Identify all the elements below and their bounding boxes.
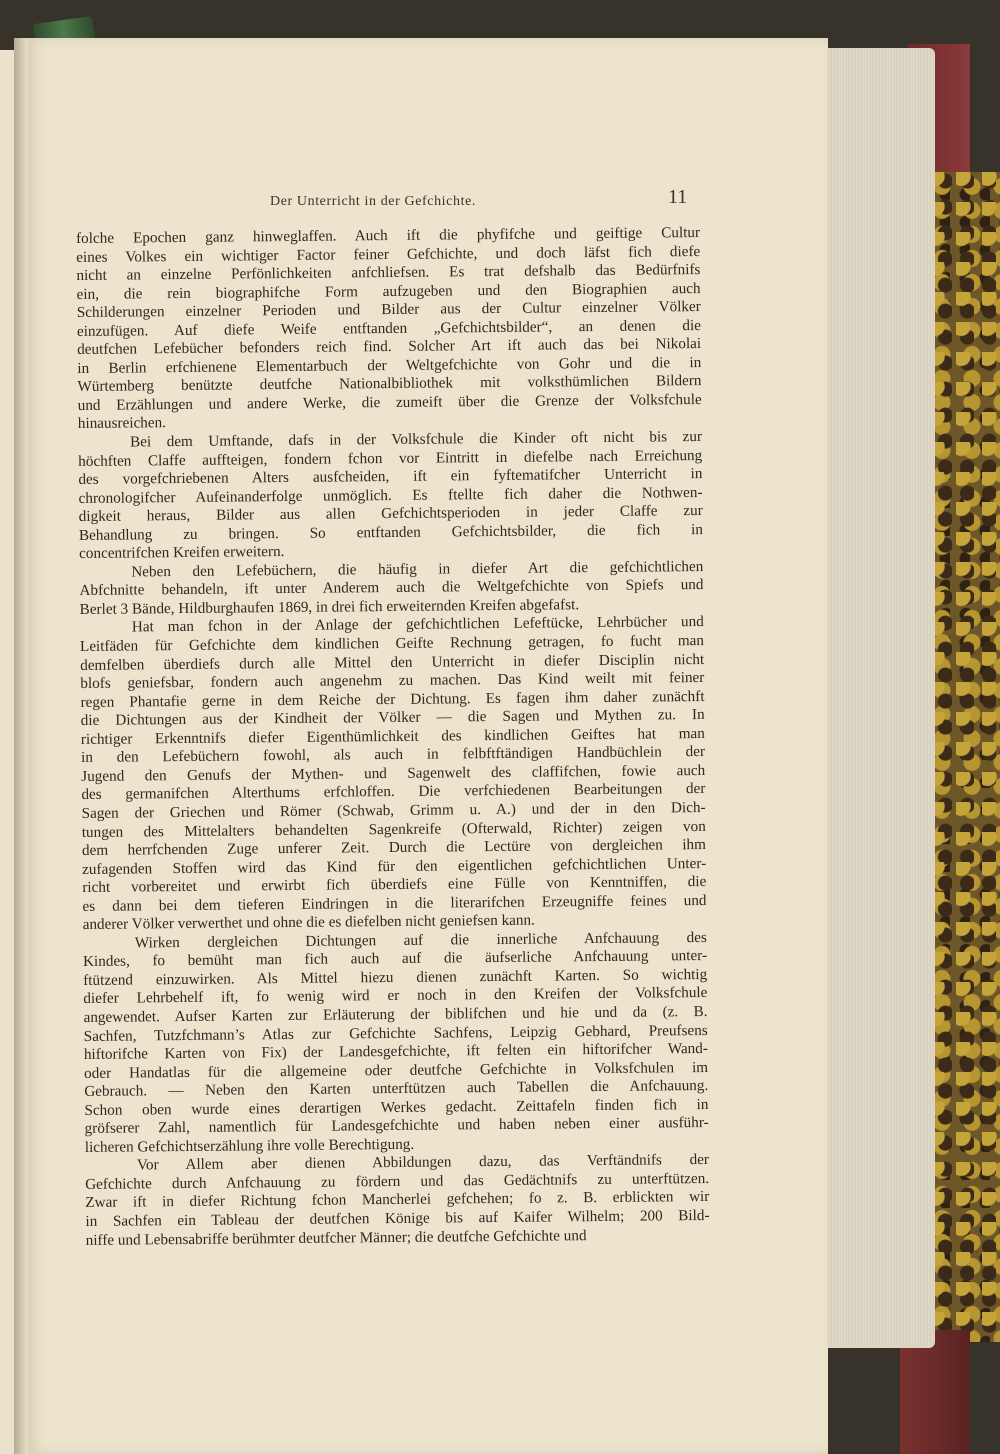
page-edges [822,48,935,1348]
text-line: licheren Gefchichtserzählung ihre volle Berechtigung. [84,1135,415,1156]
text-line: Kindes, fo bemüht man fich auch auf die äufserliche Anfchauung unter- [82,947,708,971]
text-line: des germanifchen Alterthums erfchloffen. Die verfchiedenen Bearbeitungen der [81,780,706,804]
text-line: anderer Völker verwerthet und ohne die es diefelben nicht geniefsen kann. [82,911,535,934]
text-line: in Sachfen ein Tableau der deutfchen Könige bis auf Kaifer Wilhelm; 200 Bild- [85,1206,710,1230]
text-line: einzufügen. Auf diefe Weife entftanden „Gefchichtsbilder“, an denen die [76,316,702,340]
running-head: Der Unterricht in der Gefchichte. [270,194,476,209]
text-line: tungen des Mittelalters behandelten Sagenkreife (Ofterwald, Richter) zeigen von [81,817,706,841]
text-line: Gefchichte durch Anfchauung zu fördern und das Gedächtnifs zu unterftützen. [85,1169,710,1193]
text-line: des vorgefchriebenen Alters ausfcheiden, ift ein fyftematifcher Unterricht in [78,465,703,489]
text-line: ein, die rein biographifche Form aufzugeben und den Biographien auch [76,279,701,303]
body-text [76,224,710,1250]
text-line: regen Phantafie gerne in dem Reiche der Dichtung. Es fagen ihm daher zunächft [80,687,705,711]
text-line: höchften Claffe auffteigen, fondern fchon vor Eintritt in diefelbe nach Erreichung [78,446,703,470]
marbled-cover [930,172,1000,1342]
text-line: in den Lefebüchern fowohl, als auch in felbftftändigen Handbüchlein der [80,743,706,767]
page-number: 11 [668,186,688,208]
book-cover-bottom [900,1330,970,1454]
text-line: hiftorifche Karten von Fix) der Landesgefchichte, ift felten ein hiftorifcher Wand- [83,1040,708,1064]
text-line: in Berlin erfchienene Elementarbuch der Weltgefchichte von Gohr und die in [77,353,702,377]
text-line: es dann bei dem tieferen Eindringen in die literarifchen Erzeugniffe feines und [82,891,707,915]
text-line: Gebrauch. — Neben den Karten unterftützen auch Tabellen die Anfchauung. [84,1077,709,1101]
text-line: Neben den Lefebüchern, die häufig in diefer Art die gefchichtlichen [131,557,704,581]
text-line: Behandlung zu bringen. So entftanden Gefchichtsbilder, die fich in [78,520,703,544]
text-line: Sachfen, Tutzfchmann’s Atlas zur Gefchichte Sachfens, Leipzig Gebhard, Preufsens [83,1021,708,1045]
text-line: ftützend einzuwirken. Als Mittel hiezu dienen zunächft Karten. So wichtig [83,965,708,989]
text-line: blofs geniefsbar, fondern auch angenehm zu machen. Das Kind weilt mit feiner [80,669,705,693]
text-line: diefer Lehrbehelf ift, fo wenig wird er noch in den Kreifen der Volksfchule [83,984,708,1008]
text-line: eines Volkes ein wichtiger Factor feiner Gefchichte, und doch läfst fich diefe [76,242,701,266]
text-line: concentrifchen Kreifen erweitern. [79,543,285,563]
text-line: angewendet. Aufser Karten zur Erläuterung der biblifchen und hie und da (z. B. [83,1002,708,1026]
text-line: Zwar ift in diefer Richtung fchon Mancherlei gefchehen; fo z. B. erblickten wir [85,1188,710,1212]
text-line: Leitfäden für Gefchichte dem kindlichen Geifte Rechnung getragen, fo fucht man [79,632,705,656]
text-line: chronologifcher Aufeinanderfolge unmöglich. Es ftellte fich daher die Nothwen- [78,483,703,507]
text-line: richt vorbereitet und erwirbt fich überdiefs eine Fülle von Kenntniffen, die [82,873,707,897]
text-line: nicht an einzelne Perfönlichkeiten anfchliefsen. Es trat defshalb das Bedürfnifs [76,261,701,285]
text-line: gröfserer Zahl, namentlich für Landesgefchichte und haben neben einer ausführ- [84,1114,709,1138]
text-line: Hat man fchon in der Anlage der gefchichtlichen Lefeftücke, Lehrbücher und [131,613,704,636]
text-line: Berlet 3 Bände, Hildburghaufen 1869, in drei fich erweiternden Kreifen abgefafst. [79,596,580,618]
page-gutter [14,38,28,1454]
text-line: deutfchen Lefebücher befonders reich find. Solcher Art ift auch das bei Nikolai [77,335,702,359]
text-line: Schon oben wurde eines derartigen Werkes gedacht. Zeittafeln finden fich in [84,1095,709,1119]
text-line: Abfchnitte behandeln, ift unter Anderem auch die Weltgefchichte von Spiefs und [79,576,704,600]
text-line: richtiger Erkenntnifs diefer Eigenthümlichkeit des kindlichen Geiftes hat man [80,724,705,748]
text-line: Würtemberg benützte deutfche Nationalbibliothek mit volksthümlichen Bildern [77,372,702,396]
text-line: Vor Allem aber dienen Abbildungen dazu, das Verftändnifs der [136,1151,710,1174]
text-line: Jugend den Genufs der Mythen- und Sagenwelt des claffifchen, fowie auch [81,761,706,785]
text-line: folche Epochen ganz hinweglaffen. Auch ift die phyfifche und geiftige Cultur [76,224,701,247]
text-line: und Erzählungen und andere Werke, die zumeift über die Grenze der Volksfchule [77,390,702,414]
text-line: zufagenden Stoffen wird das Kind für den eigentlichen gefchichtlichen Unter- [82,854,707,878]
text-line: oder Handatlas für die allgemeine oder deutfche Gefchichte in Volksfchulen im [84,1058,709,1082]
text-line: hinausreichen. [77,414,167,433]
text-line: Wirken dergleichen Dichtungen auf die innerliche Anfchauung des [134,928,707,952]
text-line: digkeit heraus, Bilder aus allen Gefchichtsperioden in jeder Claffe zur [78,502,703,526]
text-line: demfelben überdiefs durch alle Mittel den Unterricht in diefer Disciplin nicht [80,650,705,674]
text-line: dem herrfchenden Zuge unferer Zeit. Durch die Lectüre von dergleichen ihm [81,836,707,860]
left-page-edge [0,50,15,1454]
text-line: niffe und Lebensabriffe berühmter deutfcher Männer; die deutfche Gefchichte und [85,1226,587,1249]
text-line: Sagen der Griechen und Römer (Schwab, Grimm u. A.) und der in den Dich- [81,798,706,822]
text-line: Schilderungen einzelner Perioden und Bilder aus der Cultur einzelner Völker [76,298,701,322]
text-line: die Dichtungen aus der Kindheit der Völker — die Sagen und Mythen zu. In [80,706,705,730]
text-line: Bei dem Umftande, dafs in der Volksfchule die Kinder oft nicht bis zur [129,428,703,451]
